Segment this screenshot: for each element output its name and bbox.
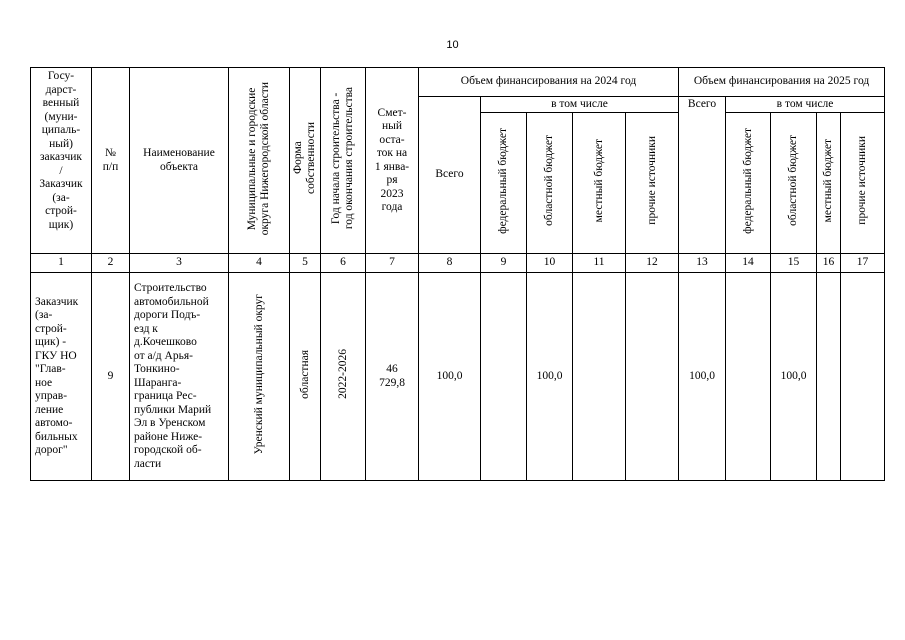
column-numbers-row [31,254,885,273]
financing-table [30,67,885,481]
row-regional-2024: 100,0 [527,273,573,481]
header-including-2025: в том числе [726,97,885,113]
header-other-2024: прочие источники [626,113,679,254]
header-local-2025: местный бюджет [817,113,841,254]
header-federal-2025: федеральный бюджет [726,113,771,254]
column-number: 3 [130,254,229,273]
column-number: 10 [527,254,573,273]
row-estimate: 46 729,8 [366,273,419,481]
column-number: 13 [679,254,726,273]
header-other-2025: прочие источники [841,113,885,254]
row-customer: Заказчик (за- строй- щик) - ГКУ НО "Глав- ное управ- ление автомо- бильных дорог" [31,273,92,481]
column-number: 4 [229,254,290,273]
header-including-2024: в том числе [481,97,679,113]
row-municipal: Уренский муниципальный округ [229,273,290,481]
row-federal-2025 [726,273,771,481]
header-regional-2024: областной бюджет [527,113,573,254]
header-total-2025: Всего [679,97,726,254]
column-number: 8 [419,254,481,273]
row-total-2025: 100,0 [679,273,726,481]
row-federal-2024 [481,273,527,481]
header-object-name: Наименование объекта [130,68,229,254]
column-number: 14 [726,254,771,273]
row-other-2025 [841,273,885,481]
row-num: 9 [92,273,130,481]
table-row [31,273,885,481]
header-ownership: Форма собственности [290,68,321,254]
column-number: 1 [31,254,92,273]
header-total-2024: Всего [419,97,481,254]
column-number: 6 [321,254,366,273]
header-regional-2025: областной бюджет [771,113,817,254]
column-number: 15 [771,254,817,273]
header-num: № п/п [92,68,130,254]
column-number: 2 [92,254,130,273]
column-number: 12 [626,254,679,273]
row-regional-2025: 100,0 [771,273,817,481]
row-other-2024 [626,273,679,481]
page-number: 10 [446,39,459,51]
header-years: Год начала строительства - год окончания строительства [321,68,366,254]
column-number: 16 [817,254,841,273]
row-object-name: Строительство автомобильной дороги Подъ- езд к д.Кочешково от а/д Арья- Тонкино- Шаранга- граница Рес- публики Марий Эл в Уренском районе Ниже- городской об- ласти [130,273,229,481]
row-local-2024 [573,273,626,481]
header-fin-2025: Объем финансирования на 2025 год [679,68,885,97]
header-federal-2024: федеральный бюджет [481,113,527,254]
header-estimate: Смет- ный оста- ток на 1 янва- ря 2023 года [366,68,419,254]
row-total-2024: 100,0 [419,273,481,481]
header-municipal: Муниципальные и городские округа Нижегородской области [229,68,290,254]
header-local-2024: местный бюджет [573,113,626,254]
row-local-2025 [817,273,841,481]
column-number: 5 [290,254,321,273]
row-ownership: областная [290,273,321,481]
column-number: 17 [841,254,885,273]
header-customer: Госу- дарст- венный (муни- ципаль- ный) заказчик / Заказчик (за- строй- щик) [31,68,92,254]
header-fin-2024: Объем финансирования на 2024 год [419,68,679,97]
column-number: 7 [366,254,419,273]
column-number: 9 [481,254,527,273]
column-number: 11 [573,254,626,273]
row-years: 2022-2026 [321,273,366,481]
